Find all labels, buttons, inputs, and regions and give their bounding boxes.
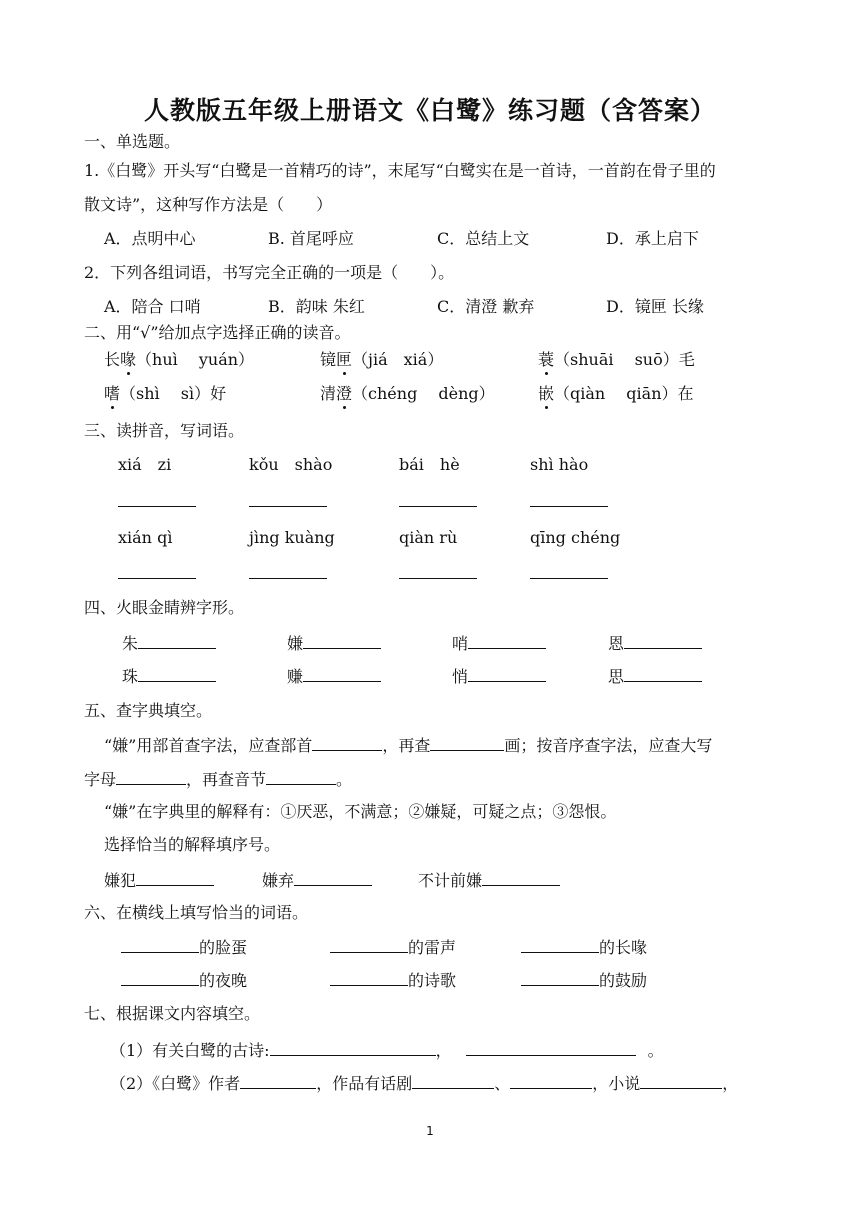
author-blank[interactable] (240, 1072, 316, 1089)
char-compare: 悄 (452, 667, 469, 686)
phrase-suffix: 的诗歌 (408, 971, 457, 990)
pinyin-prompt: bái hè (399, 455, 460, 474)
section-1-heading: 一、单选题。 (84, 132, 181, 151)
pinyin-prompt: qiàn rù (399, 528, 458, 547)
text-segment: （1）有关白鹭的古诗: (110, 1041, 270, 1060)
poem-blank-2[interactable] (466, 1039, 636, 1056)
answer-line[interactable] (399, 578, 477, 579)
answer-line[interactable] (530, 578, 608, 579)
section-6-heading: 六、在横线上填写恰当的词语。 (84, 903, 309, 922)
text-segment: 。 (647, 1041, 664, 1060)
dotted-char: 嵌 (538, 384, 555, 403)
answer-blank[interactable] (121, 969, 199, 986)
answer-blank[interactable] (521, 969, 599, 986)
q1-option-a: A．点明中心 (104, 229, 196, 248)
pinyin-prompt: xián qì (118, 528, 173, 547)
dictionary-line-2 (84, 768, 352, 790)
answer-blank[interactable] (303, 632, 381, 649)
answer-blank[interactable] (624, 632, 702, 649)
dictionary-line-1 (104, 734, 712, 756)
answer-blank[interactable] (138, 632, 216, 649)
answer-blank[interactable] (468, 665, 546, 682)
page-number: 1 (426, 1124, 434, 1138)
q1-option-d: D．承上启下 (606, 229, 699, 248)
dotted-char: 喙 (120, 350, 137, 369)
q2-option-d: D．镜匣 长缘 (606, 297, 704, 316)
char-compare: 恩 (608, 634, 625, 653)
section-3-heading: 三、读拼音，写词语。 (84, 421, 245, 440)
word-item: 嫌犯 (104, 871, 137, 890)
answer-line[interactable] (249, 578, 327, 579)
phrase-suffix: 的长喙 (599, 938, 648, 957)
word-item: 嫌弃 (262, 871, 295, 890)
dotted-char: 澄 (336, 384, 353, 403)
char-compare: 思 (608, 667, 625, 686)
q1-option-b: B. 首尾呼应 (268, 229, 354, 248)
definitions-text: “嫌”在字典里的解释有：①厌恶，不满意；②嫌疑，可疑之点；③怨恨。 (104, 802, 617, 821)
play-blank-1[interactable] (412, 1072, 494, 1089)
phrase-suffix: 的雷声 (408, 938, 457, 957)
pronunciation-item (538, 384, 694, 404)
char-compare: 赚 (287, 667, 304, 686)
q1-stem-line2: 散文诗”，这种写作方法是（ ） (84, 195, 333, 214)
pinyin-choices: （chéng dèng） (352, 384, 495, 403)
text-segment: 。 (336, 770, 353, 789)
answer-blank[interactable] (330, 969, 408, 986)
answer-blank[interactable] (294, 869, 372, 886)
text-segment: ， (722, 1074, 739, 1093)
answer-blank[interactable] (521, 936, 599, 953)
instruction-text: 选择恰当的解释填序号。 (104, 835, 281, 854)
q1-option-c: C．总结上文 (437, 229, 530, 248)
item-prefix: 镜 (320, 350, 337, 369)
stroke-count-blank[interactable] (430, 734, 504, 751)
answer-line[interactable] (118, 506, 196, 507)
phrase-suffix: 的脸蛋 (199, 938, 248, 957)
answer-line[interactable] (530, 506, 608, 507)
q2-option-c: C．清澄 歉弃 (437, 297, 535, 316)
q2-stem: 2．下列各组词语，书写完全正确的一项是（ ）。 (84, 263, 455, 282)
pinyin-prompt: kǒu shào (249, 455, 333, 474)
dotted-char: 嗜 (104, 384, 121, 403)
q2-option-a: A．陪合 口哨 (104, 297, 201, 316)
pinyin-choices: （huì yuán） (136, 350, 255, 369)
text-segment: 画；按音序查字法，应查大写 (504, 736, 713, 755)
radical-blank[interactable] (312, 734, 382, 751)
section-2-heading: 二、用“√”给加点字选择正确的读音。 (84, 323, 351, 342)
text-segment: ，再查音节 (186, 770, 267, 789)
pinyin-choices: （shuāi suō）毛 (554, 350, 695, 369)
text-segment: ， (435, 1041, 452, 1060)
fill-line-1 (110, 1039, 664, 1061)
pronunciation-item (320, 384, 495, 404)
word-item: 不计前嫌 (418, 871, 483, 890)
text-segment: 、 (494, 1074, 511, 1093)
pinyin-choices: （shì sì）好 (120, 384, 227, 403)
section-5-heading: 五、查字典填空。 (84, 701, 213, 720)
text-segment: （2）《白鹭》作者 (110, 1074, 241, 1093)
pronunciation-item (320, 350, 443, 370)
answer-blank[interactable] (136, 869, 214, 886)
q2-option-b: B．韵味 朱红 (268, 297, 365, 316)
dotted-char: 蓑 (538, 350, 555, 369)
answer-line[interactable] (249, 506, 327, 507)
answer-blank[interactable] (303, 665, 381, 682)
section-7-heading: 七、根据课文内容填空。 (84, 1004, 261, 1023)
pinyin-choices: （jiá xiá） (352, 350, 444, 369)
fill-line-2 (110, 1072, 738, 1094)
pronunciation-item (104, 350, 254, 370)
phrase-suffix: 的夜晚 (199, 971, 248, 990)
text-segment: “嫌”用部首查字法，应查部首 (104, 736, 313, 755)
pinyin-prompt: xiá zi (118, 455, 172, 474)
syllable-blank[interactable] (266, 768, 336, 785)
page-title: 人教版五年级上册语文《白鹭》练习题（含答案） (143, 96, 716, 125)
pinyin-prompt: qīng chéng (530, 528, 621, 547)
dotted-char: 匣 (336, 350, 353, 369)
answer-blank[interactable] (468, 632, 546, 649)
char-compare: 嫌 (287, 634, 304, 653)
pronunciation-item (538, 350, 695, 370)
poem-blank-1[interactable] (270, 1039, 436, 1056)
answer-blank[interactable] (121, 936, 199, 953)
answer-blank[interactable] (482, 869, 560, 886)
answer-blank[interactable] (138, 665, 216, 682)
char-compare: 珠 (122, 667, 139, 686)
item-prefix: 清 (320, 384, 337, 403)
play-blank-2[interactable] (510, 1072, 592, 1089)
pronunciation-item (104, 384, 226, 404)
text-segment: ，作品有话剧 (316, 1074, 413, 1093)
text-segment: 字母 (84, 770, 117, 789)
pinyin-prompt: shì hào (530, 455, 589, 474)
answer-line[interactable] (399, 506, 477, 507)
char-compare: 哨 (452, 634, 469, 653)
novel-blank[interactable] (640, 1072, 722, 1089)
letter-blank[interactable] (116, 768, 186, 785)
pinyin-choices: （qiàn qiān）在 (554, 384, 694, 403)
answer-line[interactable] (118, 578, 196, 579)
item-prefix: 长 (104, 350, 121, 369)
answer-blank[interactable] (330, 936, 408, 953)
text-segment: ，小说 (592, 1074, 641, 1093)
char-compare: 朱 (122, 634, 139, 653)
answer-blank[interactable] (624, 665, 702, 682)
q1-stem-line1: 1.《白鹭》开头写“白鹭是一首精巧的诗”，末尾写“白鹭实在是一首诗，一首韵在骨子里的 (84, 161, 716, 180)
phrase-suffix: 的鼓励 (599, 971, 648, 990)
text-segment: ，再查 (382, 736, 431, 755)
pinyin-prompt: jìng kuàng (249, 528, 335, 547)
section-4-heading: 四、火眼金睛辨字形。 (84, 598, 245, 617)
